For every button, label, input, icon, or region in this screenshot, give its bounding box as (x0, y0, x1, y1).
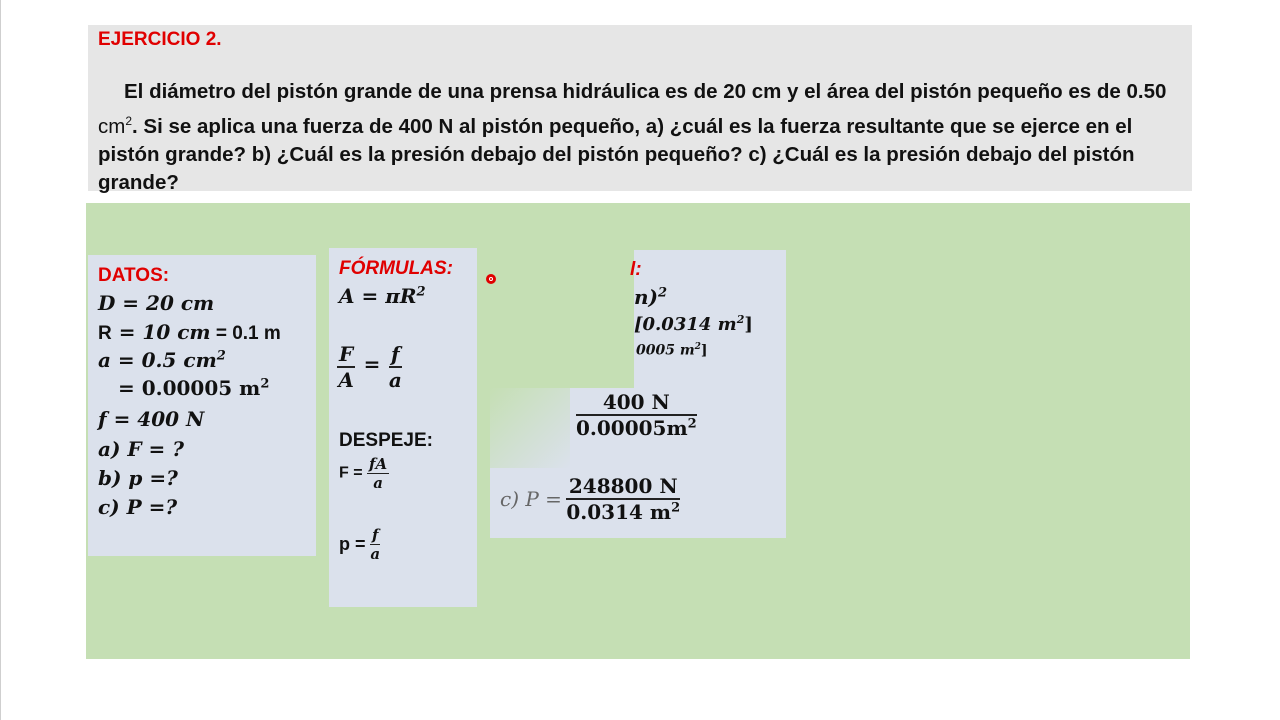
area-conversion-value: = 0.00005 m (118, 376, 261, 400)
b-fraction (576, 390, 697, 440)
ratio-right-fraction (389, 342, 402, 392)
ratio-A: A (338, 368, 354, 392)
b-denominator (576, 416, 697, 440)
datos-question-c: c) P =? (98, 495, 178, 519)
datos-force: f = 400 N (98, 407, 205, 431)
datos-diameter: D = 20 cm (98, 291, 215, 315)
solution-line2-fragment (634, 313, 753, 335)
despeje-p-den: a (370, 545, 381, 563)
line1-exp: 2 (658, 285, 668, 301)
statement-unit: cm (98, 114, 126, 138)
line2-exp: 2 (736, 313, 745, 326)
ratio-equals: = (363, 352, 381, 377)
datos-radius (98, 320, 281, 345)
solution-line3-fragment (636, 342, 708, 359)
reveal-animation-mask (490, 388, 570, 468)
line1-text: n) (634, 285, 659, 309)
exercise-statement-box (88, 25, 1192, 195)
formulas-label: FÓRMULAS: (339, 258, 453, 279)
line2-text: [0.0314 m (634, 314, 737, 335)
datos-small-area (98, 348, 226, 372)
despeje-p-num: f (371, 526, 379, 544)
datos-panel (88, 255, 316, 556)
formula-area (339, 284, 426, 308)
despeje-F-label: F = (339, 464, 363, 482)
datos-small-area-conversion (118, 376, 269, 400)
formula-area-exp: 2 (416, 284, 426, 300)
ratio-F: F (339, 342, 354, 366)
datos-label: DATOS: (98, 265, 170, 286)
despeje-p-fraction (370, 526, 380, 563)
exercise-statement (98, 78, 1178, 198)
c-den-exp: 2 (671, 500, 681, 516)
exercise-title: EJERCICIO 2. (98, 29, 222, 50)
solution-b-fraction (576, 390, 697, 440)
solution-line1-fragment (634, 285, 667, 309)
c-denominator (566, 500, 680, 524)
solution-panel-top (630, 250, 786, 392)
despeje-label: DESPEJE: (339, 430, 433, 451)
datos-question-b: b) p =? (98, 466, 178, 490)
b-num-text: 400 N (602, 390, 670, 414)
formula-pascal-ratio (337, 342, 402, 392)
c-label: c) P = (500, 487, 562, 511)
despeje-p-label: p = (339, 534, 366, 554)
solution-c (500, 474, 680, 524)
formula-area-text: A = πR (339, 284, 417, 308)
despeje-F (339, 455, 389, 492)
b-den-text: 0.00005m (576, 416, 688, 440)
ratio-f: f (389, 342, 402, 368)
radius-value: = 10 cm (111, 320, 211, 344)
line3-text: 0005 m (636, 342, 695, 359)
c-fraction (566, 474, 680, 524)
radius-conversion: = 0.1 m (210, 323, 281, 344)
datos-question-a: a) F = ? (98, 437, 184, 461)
line3-exp: 2 (694, 342, 701, 352)
laser-pointer-icon (486, 274, 496, 284)
ratio-a: a (388, 368, 402, 392)
window-left-border (0, 0, 1, 720)
line2-close: ] (744, 314, 753, 335)
c-den-text: 0.0314 m (566, 500, 672, 524)
statement-part-b: . Si se aplica una fuerza de 400 N al pistón pequeño, a) ¿cuál es la fuerza resultante que se ejerce en el pistón grande? b) ¿Cuál es la presión debajo del pistón pequeño? c) ¿Cuál es la presión debajo del pistón grande? (98, 114, 1135, 195)
solution-label-fragment: l: (630, 259, 642, 280)
despeje-F-den: a (373, 474, 383, 492)
ratio-left-fraction (337, 342, 355, 392)
radius-symbol: R (98, 323, 112, 344)
b-numerator (576, 390, 697, 416)
small-area-exp: 2 (216, 348, 226, 364)
despeje-p (339, 526, 380, 563)
area-conversion-exp: 2 (260, 376, 270, 392)
line3-close: ] (700, 342, 708, 359)
b-den-exp: 2 (687, 416, 697, 432)
formulas-panel (329, 248, 477, 607)
small-area-value: a = 0.5 cm (98, 348, 217, 372)
despeje-F-fraction (367, 455, 389, 492)
statement-exponent: 2 (125, 113, 133, 128)
c-numerator: 248800 N (566, 474, 680, 500)
despeje-F-num: fA (369, 455, 388, 473)
statement-part-a: El diámetro del pistón grande de una prensa hidráulica es de 20 cm y el área del pistón pequeño es de 0.50 (124, 80, 1167, 103)
